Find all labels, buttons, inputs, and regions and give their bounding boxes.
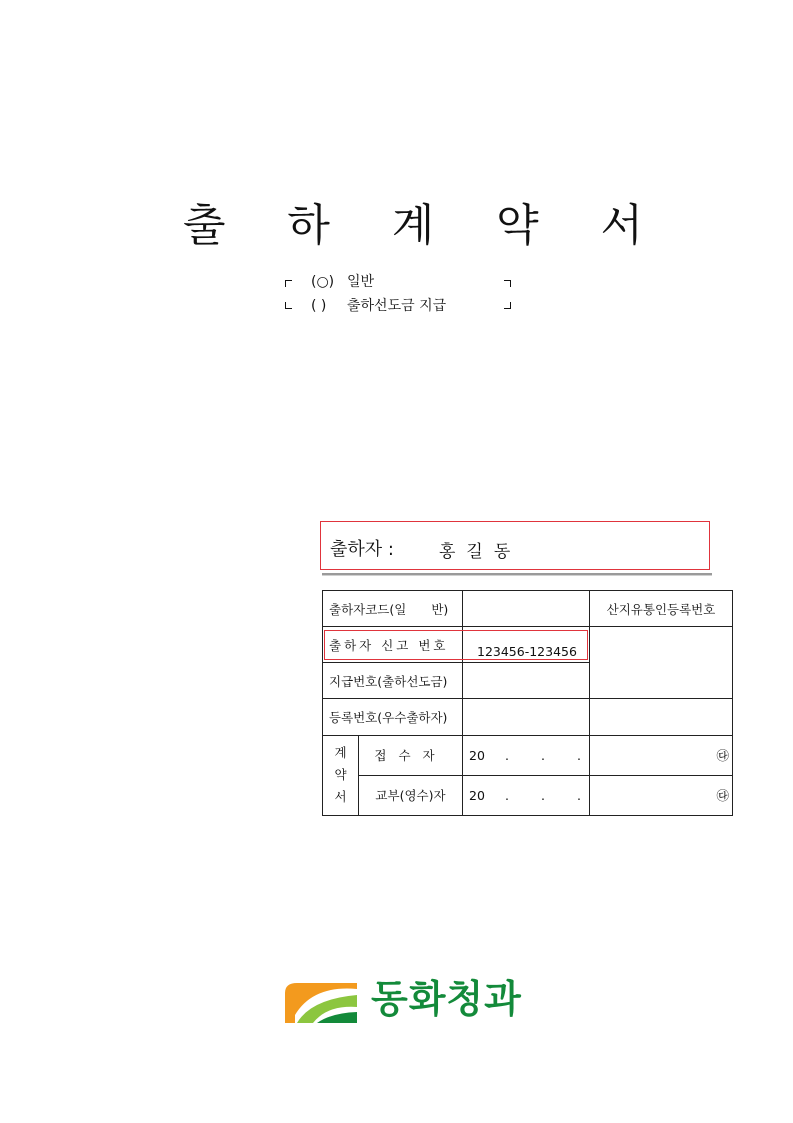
- date-dot: .: [505, 787, 509, 803]
- date-dot: .: [541, 747, 545, 763]
- shipper-code-field[interactable]: [463, 591, 590, 627]
- receiver-seal-field[interactable]: [590, 735, 733, 775]
- shipper-label: 출하자 :: [330, 539, 394, 560]
- title-char: 하: [287, 200, 330, 251]
- contract-type-options: [283, 270, 513, 318]
- option-mark: ( ): [311, 298, 327, 314]
- shipper-name-box[interactable]: [320, 521, 710, 570]
- type-option-general[interactable]: [311, 272, 495, 292]
- contract-group-label: [323, 735, 359, 815]
- registration-number-label: 등록번호(우수출하자): [323, 699, 463, 735]
- title-char: 서: [600, 200, 643, 251]
- report-number-label: 출하자 신고 번호: [329, 638, 449, 653]
- date-dot: .: [577, 747, 581, 763]
- title-char: 출: [183, 200, 226, 251]
- corner-bracket: [504, 280, 511, 287]
- option-label: 출하선도금 지급: [347, 298, 447, 314]
- shipper-info-table: [322, 590, 733, 816]
- vertical-char: 서: [334, 789, 347, 805]
- logo-text: 동화청과: [371, 977, 522, 1021]
- registry-number-field[interactable]: [590, 627, 733, 699]
- report-number-field[interactable]: [463, 627, 590, 663]
- date-dot: .: [505, 747, 509, 763]
- company-logo: [283, 975, 523, 1025]
- shipper-name: 홍길동: [439, 542, 522, 562]
- registration-extra-field[interactable]: [590, 699, 733, 735]
- date-dot: .: [541, 787, 545, 803]
- report-number-value: 123456-123456: [477, 644, 577, 659]
- corner-bracket: [285, 302, 292, 309]
- option-label: 일반: [347, 274, 375, 290]
- shipper-code-label: 출하자코드(일 반): [323, 591, 463, 627]
- option-mark: (○): [311, 274, 335, 290]
- vertical-char: 계: [334, 745, 347, 761]
- title-char: 약: [496, 200, 539, 251]
- receiver-label: 접수자: [359, 735, 463, 775]
- corner-bracket: [504, 302, 511, 309]
- document-title: [183, 188, 643, 254]
- divider: [322, 573, 712, 576]
- type-option-advance-payment[interactable]: [311, 296, 446, 316]
- payment-number-field[interactable]: [463, 663, 590, 699]
- date-dot: .: [577, 787, 581, 803]
- registry-number-label: 산지유통인등록번호: [590, 591, 733, 627]
- issuer-seal-field[interactable]: [590, 775, 733, 815]
- receiver-date-field[interactable]: [463, 735, 590, 775]
- issuer-date-field[interactable]: [463, 775, 590, 815]
- seal-mark: ㉰: [716, 748, 729, 764]
- report-number-label-cell: [323, 627, 463, 663]
- issuer-label: 교부(영수)자: [359, 775, 463, 815]
- vertical-char: 약: [334, 767, 347, 783]
- title-char: 계: [391, 200, 435, 251]
- seal-mark: ㉰: [716, 788, 729, 804]
- logo-mark-icon: [283, 979, 359, 1023]
- registration-number-field[interactable]: [463, 699, 590, 735]
- corner-bracket: [285, 280, 292, 287]
- date-prefix: 20: [469, 747, 485, 763]
- payment-number-label: 지급번호(출하선도금): [323, 663, 463, 699]
- date-prefix: 20: [469, 787, 485, 803]
